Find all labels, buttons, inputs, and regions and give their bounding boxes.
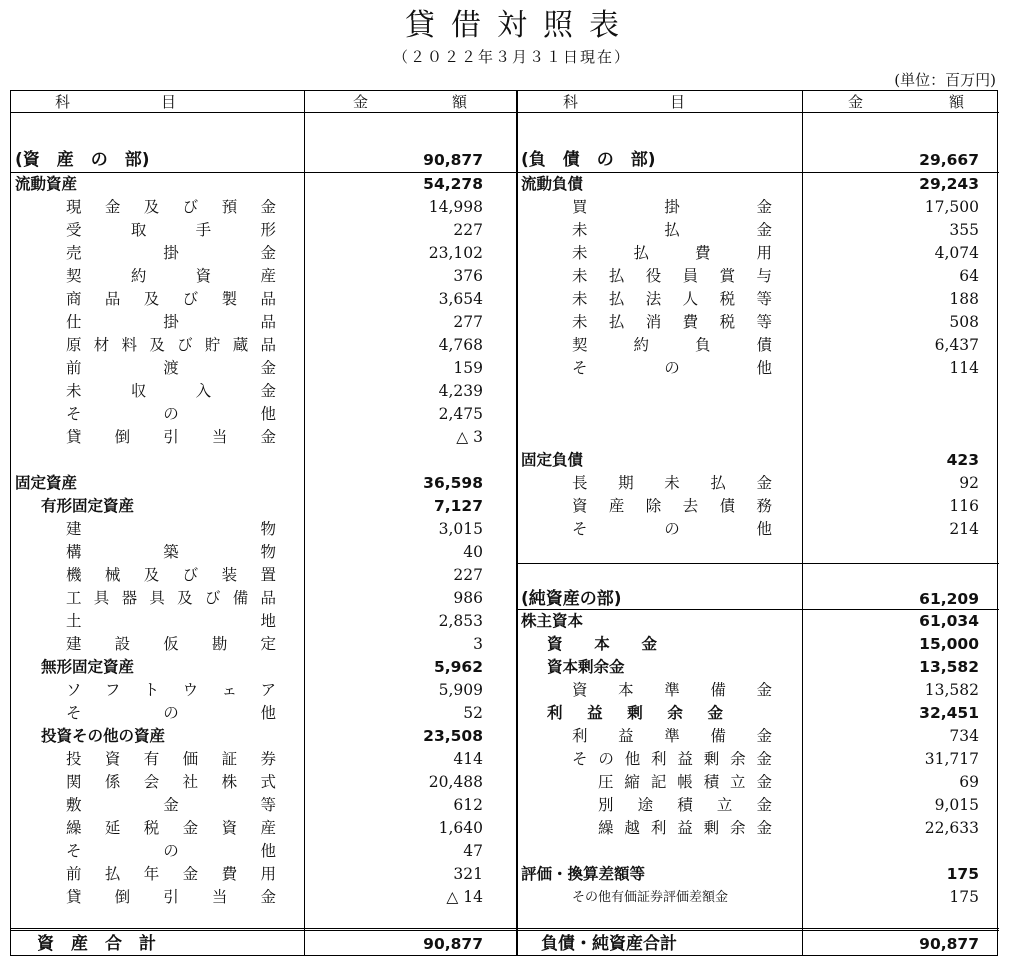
- other-retained-value: 31,717: [924, 750, 979, 768]
- line-item-label: 構 築 物: [66, 543, 276, 561]
- line-item-label: ソ フ ト ウ ェ ア: [66, 681, 276, 699]
- capital-surplus-label: 資本剰余金: [547, 658, 625, 676]
- column-divider: [516, 91, 518, 955]
- legal-reserve-label: 利 益 準 備 金: [572, 727, 772, 745]
- line-item-value: 355: [949, 221, 979, 239]
- line-item-value: 321: [453, 865, 483, 883]
- line-item-label: そ の 他: [66, 405, 276, 423]
- line-item-value: 17,500: [924, 198, 979, 216]
- line-item-label: 受 取 手 形: [66, 221, 276, 239]
- header-amount-left-2: 額: [452, 93, 468, 111]
- unit-label: (単位：百万円): [894, 71, 996, 89]
- liabilities-section-label: (負 債 の 部): [521, 150, 656, 170]
- investments-value: 23,508: [423, 727, 483, 745]
- line-item-label: 資 産 除 去 債 務: [572, 497, 772, 515]
- tangible-assets-label: 有形固定資産: [41, 497, 135, 515]
- general-reserve-label: 別 途 積 立 金: [598, 796, 772, 814]
- net-assets-section-value: 61,209: [919, 590, 979, 608]
- line-item-label: そ の 他: [572, 520, 772, 538]
- shareholders-equity-label: 株主資本: [521, 612, 584, 630]
- capital-stock-value: 15,000: [919, 635, 979, 653]
- capital-reserve-value: 13,582: [924, 681, 979, 699]
- line-item-label: 未 収 入 金: [66, 382, 276, 400]
- line-item-label: 前 払 年 金 費 用: [66, 865, 276, 883]
- line-item-label: 商 品 及 び 製 品: [66, 290, 276, 308]
- carried-forward-label: 繰 越 利 益 剰 余 金: [598, 819, 772, 837]
- compression-reserve-label: 圧 縮 記 帳 積 立 金: [598, 773, 772, 791]
- line-item-value: 612: [453, 796, 483, 814]
- retained-earnings-label: 利 益 剰 余 金: [547, 704, 723, 722]
- assets-total-value: 90,877: [423, 935, 483, 953]
- line-item-label: 未 払 役 員 賞 与: [572, 267, 772, 285]
- line-item-label: 建 設 仮 勘 定: [66, 635, 276, 653]
- liabilities-net-total-label: 負債・純資産合計: [541, 934, 677, 954]
- assets-section-label: (資 産 の 部): [15, 150, 150, 170]
- line-item-value: 3,654: [438, 290, 483, 308]
- line-item-value: 47: [463, 842, 483, 860]
- line-item-label: 未 払 法 人 税 等: [572, 290, 772, 308]
- fixed-assets-value: 36,598: [423, 474, 483, 492]
- row-rule: [516, 563, 999, 564]
- line-item-label: 貸 倒 引 当 金: [66, 888, 276, 906]
- line-item-value: 6,437: [934, 336, 979, 354]
- line-item-label: 契 約 資 産: [66, 267, 276, 285]
- fixed-assets-label: 固定資産: [15, 474, 78, 492]
- line-item-value: 188: [949, 290, 979, 308]
- line-item-value: 14,998: [428, 198, 483, 216]
- intangible-assets-label: 無形固定資産: [41, 658, 135, 676]
- current-liabilities-label: 流動負債: [521, 175, 584, 193]
- liabilities-section-value: 29,667: [919, 151, 979, 169]
- line-item-value: 116: [949, 497, 979, 515]
- header-item-left-2: 目: [161, 93, 177, 111]
- line-item-value: 64: [959, 267, 979, 285]
- capital-stock-label: 資 本 金: [547, 635, 657, 653]
- line-item-label: 前 渡 金: [66, 359, 276, 377]
- line-item-value: 227: [453, 221, 483, 239]
- current-liabilities-value: 29,243: [919, 175, 979, 193]
- line-item-value: 277: [453, 313, 483, 331]
- line-item-value: 20,488: [428, 773, 483, 791]
- line-item-value: 986: [453, 589, 483, 607]
- line-item-value: △ 3: [456, 428, 483, 446]
- line-item-label: 仕 掛 品: [66, 313, 276, 331]
- header-amount-right-1: 金: [848, 93, 864, 111]
- line-item-value: 2,475: [438, 405, 483, 423]
- header-amount-left-1: 金: [353, 93, 369, 111]
- fixed-liabilities-value: 423: [946, 451, 979, 469]
- line-item-value: 4,768: [438, 336, 483, 354]
- line-item-label: 貸 倒 引 当 金: [66, 428, 276, 446]
- line-item-label: 敷 金 等: [66, 796, 276, 814]
- line-item-label: 関 係 会 社 株 式: [66, 773, 276, 791]
- net-assets-section-label: (純資産の部): [521, 589, 622, 609]
- line-item-value: 2,853: [438, 612, 483, 630]
- line-item-label: 工 具 器 具 及 び 備 品: [66, 589, 276, 607]
- line-item-label: 土 地: [66, 612, 276, 630]
- line-item-value: 214: [949, 520, 979, 538]
- line-item-value: 5,909: [438, 681, 483, 699]
- liabilities-net-total-value: 90,877: [919, 935, 979, 953]
- line-item-value: 3,015: [438, 520, 483, 538]
- total-rule: [11, 928, 999, 931]
- line-item-label: 繰 延 税 金 資 産: [66, 819, 276, 837]
- header-item-left-1: 科: [55, 93, 71, 111]
- line-item-value: 40: [463, 543, 483, 561]
- line-item-label: 買 掛 金: [572, 198, 772, 216]
- header-item-right-2: 目: [670, 93, 686, 111]
- line-item-value: 159: [453, 359, 483, 377]
- line-item-label: そ の 他: [66, 842, 276, 860]
- line-item-label: 機 械 及 び 装 置: [66, 566, 276, 584]
- capital-surplus-value: 13,582: [919, 658, 979, 676]
- general-reserve-value: 9,015: [934, 796, 979, 814]
- assets-section-value: 90,877: [423, 151, 483, 169]
- valuation-label: 評価・換算差額等: [521, 865, 646, 883]
- document-title: 貸借対照表: [405, 8, 635, 43]
- line-item-value: 52: [463, 704, 483, 722]
- securities-diff-value: 175: [949, 888, 979, 906]
- legal-reserve-value: 734: [949, 727, 979, 745]
- compression-reserve-value: 69: [959, 773, 979, 791]
- investments-label: 投資その他の資産: [41, 727, 166, 745]
- fixed-liabilities-label: 固定負債: [521, 451, 584, 469]
- column-divider: [802, 91, 803, 955]
- line-item-label: 未 払 消 費 税 等: [572, 313, 772, 331]
- shareholders-equity-value: 61,034: [919, 612, 979, 630]
- line-item-value: 508: [949, 313, 979, 331]
- securities-diff-label: その他有価証券評価差額金: [572, 890, 729, 905]
- capital-reserve-label: 資 本 準 備 金: [572, 681, 772, 699]
- header-amount-right-2: 額: [949, 93, 965, 111]
- line-item-value: △ 14: [446, 888, 483, 906]
- line-item-label: 未 払 費 用: [572, 244, 772, 262]
- line-item-value: 3: [473, 635, 483, 653]
- valuation-value: 175: [946, 865, 979, 883]
- current-assets-value: 54,278: [423, 175, 483, 193]
- balance-sheet-table: [10, 90, 998, 956]
- line-item-label: そ の 他: [66, 704, 276, 722]
- line-item-value: 414: [453, 750, 483, 768]
- line-item-label: 現 金 及 び 預 金: [66, 198, 276, 216]
- column-divider: [304, 91, 305, 955]
- line-item-label: 建 物: [66, 520, 276, 538]
- as-of-date: （２０２２年３月３１日現在）: [392, 48, 631, 66]
- line-item-label: 売 掛 金: [66, 244, 276, 262]
- other-retained-label: そ の 他 利 益 剰 余 金: [572, 750, 772, 768]
- line-item-value: 114: [949, 359, 979, 377]
- line-item-value: 1,640: [438, 819, 483, 837]
- line-item-value: 92: [959, 474, 979, 492]
- retained-earnings-value: 32,451: [919, 704, 979, 722]
- line-item-value: 4,239: [438, 382, 483, 400]
- carried-forward-value: 22,633: [924, 819, 979, 837]
- line-item-value: 4,074: [934, 244, 979, 262]
- current-assets-label: 流動資産: [15, 175, 78, 193]
- line-item-value: 227: [453, 566, 483, 584]
- line-item-label: 長 期 未 払 金: [572, 474, 772, 492]
- tangible-assets-value: 7,127: [433, 497, 483, 515]
- line-item-label: そ の 他: [572, 359, 772, 377]
- line-item-value: 23,102: [428, 244, 483, 262]
- line-item-label: 原 材 料 及 び 貯 蔵 品: [66, 336, 276, 354]
- line-item-label: 未 払 金: [572, 221, 772, 239]
- line-item-label: 投 資 有 価 証 券: [66, 750, 276, 768]
- intangible-assets-value: 5,962: [433, 658, 483, 676]
- assets-total-label: 資 産 合 計: [37, 934, 156, 954]
- header-item-right-1: 科: [563, 93, 579, 111]
- line-item-label: 契 約 負 債: [572, 336, 772, 354]
- line-item-value: 376: [453, 267, 483, 285]
